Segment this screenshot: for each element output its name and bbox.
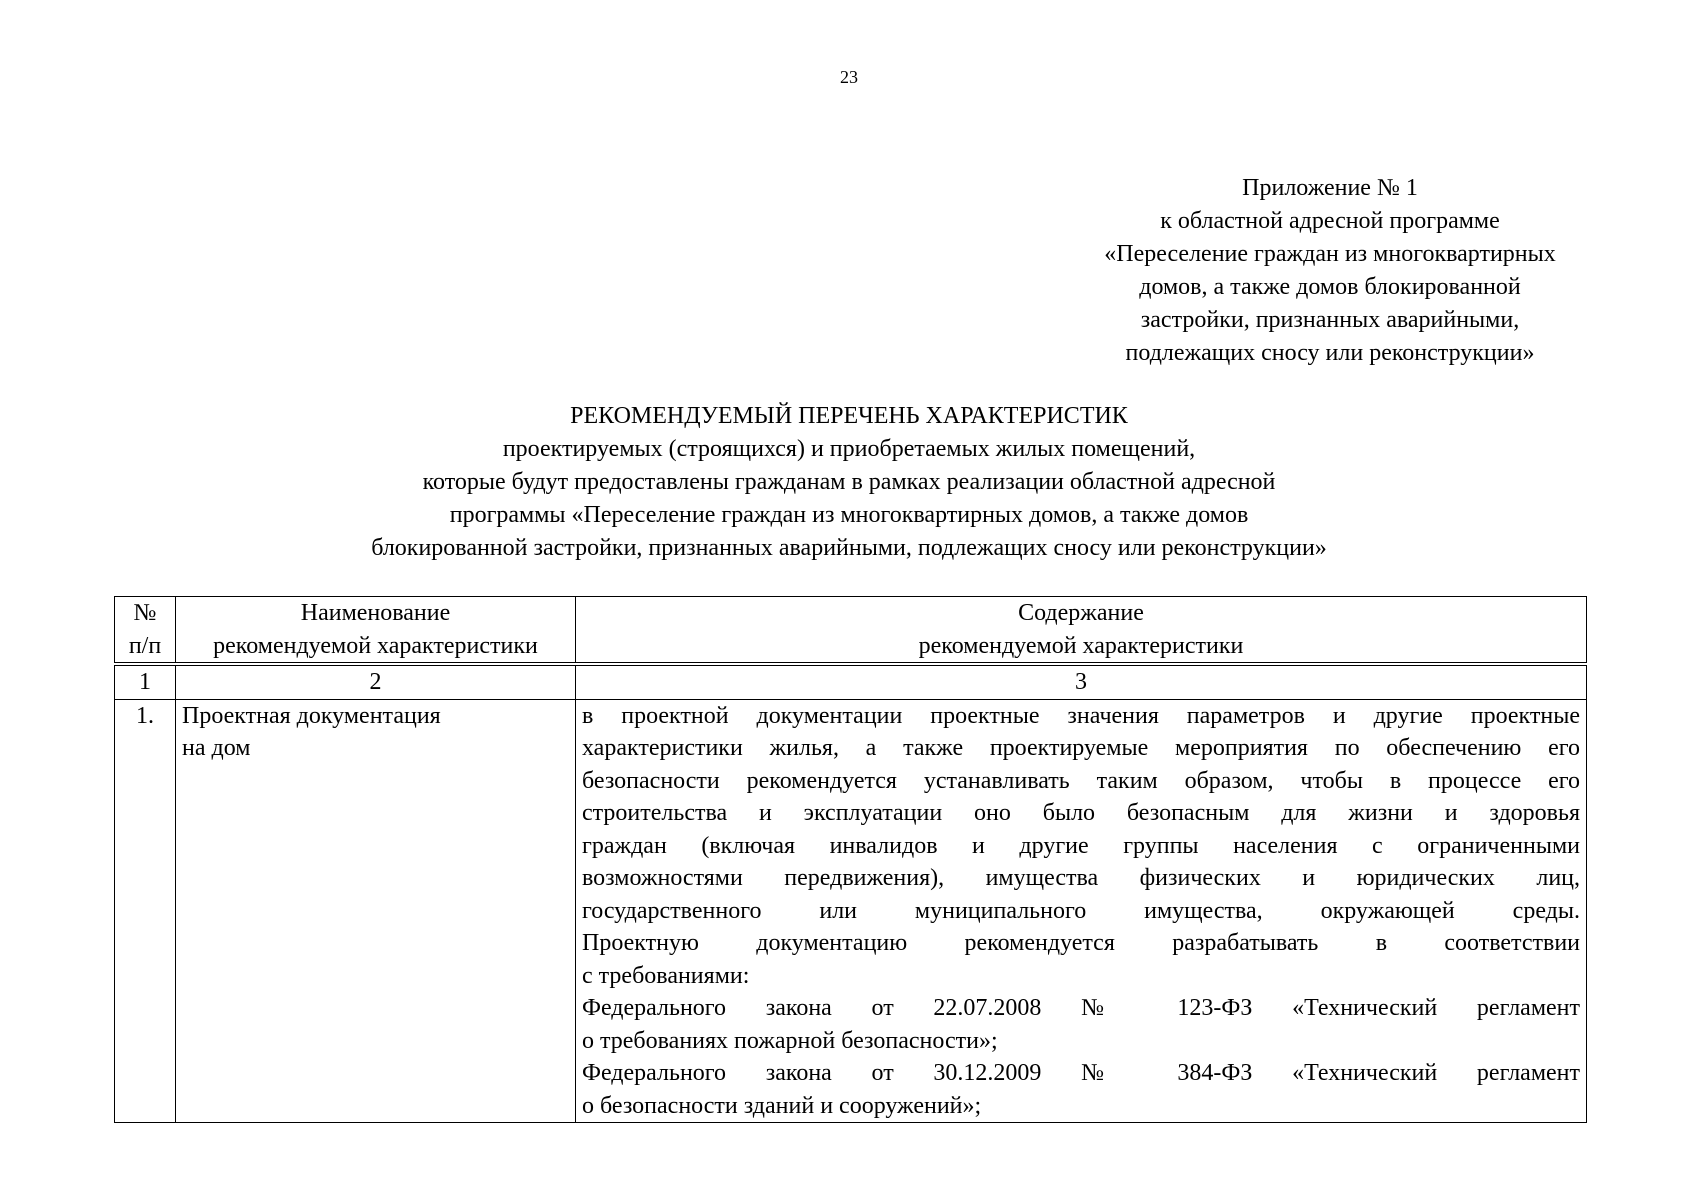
header-name-line: рекомендуемой характеристики (213, 632, 538, 659)
appendix-line: Приложение № 1 (1242, 175, 1418, 201)
column-number: 2 (176, 664, 576, 699)
row-content-line: о требованиях пожарной безопасности»; (582, 1027, 998, 1054)
header-name-cell (176, 597, 576, 665)
row-content-line: с требованиями: (582, 962, 750, 989)
header-num-cell (115, 597, 176, 665)
row-content-line: в проектной документации проектные значения параметров и другие проектные (582, 702, 1580, 729)
row-content-line: Федерального закона от 22.07.2008 № 123-ФЗ «Технический регламент (582, 995, 1580, 1021)
appendix-line: подлежащих сносу или реконструкции» (1125, 340, 1535, 366)
column-number-row (115, 664, 1587, 699)
row-content-line: о безопасности зданий и сооружений»; (582, 1092, 982, 1119)
appendix-line: застройки, признанных аварийными, (1140, 307, 1520, 333)
document-title (0, 400, 1698, 565)
row-name-line: на дом (182, 735, 251, 761)
header-content-line: рекомендуемой характеристики (918, 632, 1244, 659)
row-content-line: граждан (включая инвалидов и другие группы населения с ограниченными (582, 832, 1580, 859)
characteristics-table (114, 596, 1587, 1123)
row-content-line: возможностями передвижения), имущества физических и юридических лиц, (582, 865, 1580, 891)
header-num-line: п/п (128, 632, 162, 659)
header-content-line: Содержание (1018, 600, 1144, 626)
appendix-line: «Переселение граждан из многоквартирных (1104, 241, 1556, 267)
title-line: проектируемых (строящихся) и приобретаемых жилых помещений, (502, 436, 1196, 462)
header-name-line: Наименование (300, 600, 451, 626)
row-content-line: безопасности рекомендуется устанавливать таким образом, чтобы в процессе его (582, 767, 1580, 794)
title-heading: РЕКОМЕНДУЕМЫЙ ПЕРЕЧЕНЬ ХАРАКТЕРИСТИК (570, 403, 1128, 429)
appendix-line: к областной адресной программе (1160, 208, 1500, 234)
title-line: программы «Переселение граждан из многоквартирных домов, а также домов (449, 502, 1249, 528)
row-content-line: Федерального закона от 30.12.2009 № 384-ФЗ «Технический регламент (582, 1060, 1580, 1086)
column-number: 3 (576, 664, 1587, 699)
row-content-line: характеристики жилья, а также проектируемые мероприятия по обеспечению его (582, 735, 1580, 761)
appendix-note (1030, 172, 1630, 370)
row-name-line: Проектная документация (182, 702, 441, 729)
row-number: 1. (115, 699, 176, 1123)
row-content-line: государственного или муниципального имущества, окружающей среды. (582, 897, 1580, 924)
page-number: 23 (840, 67, 858, 87)
title-line: которые будут предоставлены гражданам в рамках реализации областной адресной (422, 469, 1276, 495)
row-name-cell (176, 699, 576, 1123)
table-header-row (115, 597, 1587, 665)
header-content-cell (576, 597, 1587, 665)
header-num-line: № (133, 600, 157, 626)
row-content-cell (576, 699, 1587, 1123)
row-content-line: Проектную документацию рекомендуется разрабатывать в соответствии (582, 930, 1580, 956)
column-number: 1 (115, 664, 176, 699)
table-row (115, 699, 1587, 1123)
appendix-line: домов, а также домов блокированной (1139, 274, 1521, 300)
title-line: блокированной застройки, признанных аварийными, подлежащих сносу или реконструкции» (371, 535, 1327, 561)
row-content-line: строительства и эксплуатации оно было безопасным для жизни и здоровья (582, 800, 1580, 826)
